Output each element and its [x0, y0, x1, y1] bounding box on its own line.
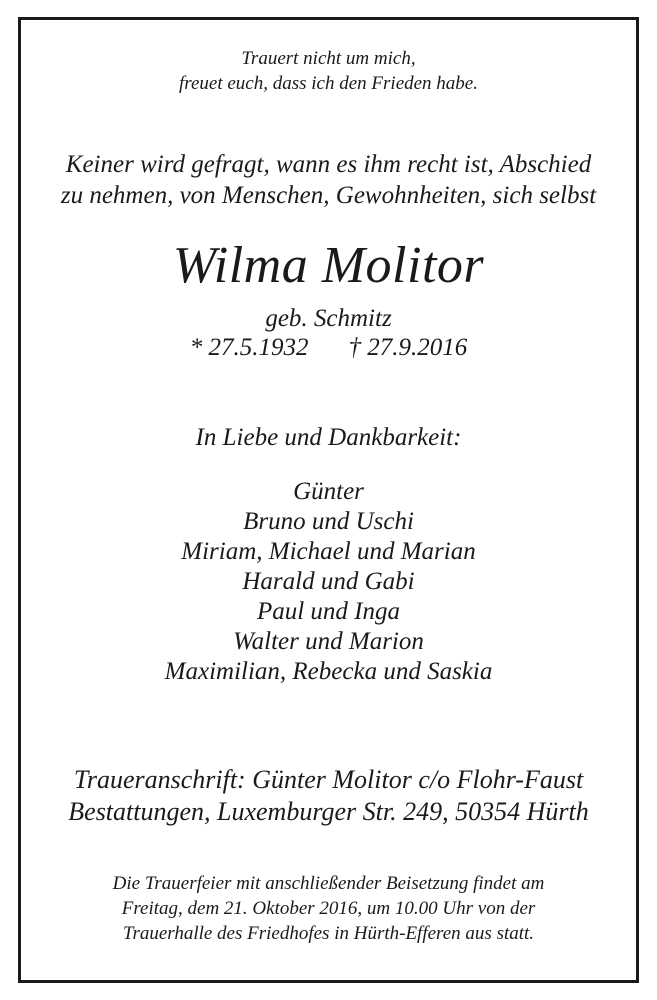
- address-line-2: Bestattungen, Luxemburger Str. 249, 50354 Hürth: [68, 797, 589, 826]
- mourner-line: Bruno und Uschi: [243, 508, 414, 535]
- closing-phrase: In Liebe und Dankbarkeit:: [195, 424, 462, 451]
- mourner-line: Paul und Inga: [256, 598, 401, 625]
- mourner-line: Günter: [293, 478, 364, 505]
- maiden-name: geb. Schmitz: [265, 305, 392, 332]
- service-line-1: Die Trauerfeier mit anschließender Beisetzung findet am: [112, 873, 545, 894]
- birth-date: * 27.5.1932: [189, 334, 309, 361]
- life-dates: [0, 335, 657, 360]
- address-line-1: Traueranschrift: Günter Molitor c/o Flohr-Faust: [73, 765, 584, 794]
- service-line-3: Trauerhalle des Friedhofes in Hürth-Efferen aus statt.: [122, 923, 535, 944]
- service-line-2: Freitag, dem 21. Oktober 2016, um 10.00 Uhr von der: [121, 898, 536, 919]
- quote-line-2: zu nehmen, von Menschen, Gewohnheiten, sich selbst: [60, 182, 597, 209]
- mourner-line: Maximilian, Rebecka und Saskia: [164, 658, 493, 685]
- deceased-name: Wilma Molitor: [172, 237, 485, 294]
- motto-line-1: Trauert nicht um mich,: [241, 48, 416, 69]
- mourner-line: Walter und Marion: [233, 628, 424, 655]
- motto-line-2: freuet euch, dass ich den Frieden habe.: [179, 73, 478, 94]
- death-date: † 27.9.2016: [348, 334, 468, 361]
- mourner-line: Miriam, Michael und Marian: [181, 538, 476, 565]
- mourner-line: Harald und Gabi: [242, 568, 415, 595]
- quote-line-1: Keiner wird gefragt, wann es ihm recht ist, Abschied: [65, 151, 592, 178]
